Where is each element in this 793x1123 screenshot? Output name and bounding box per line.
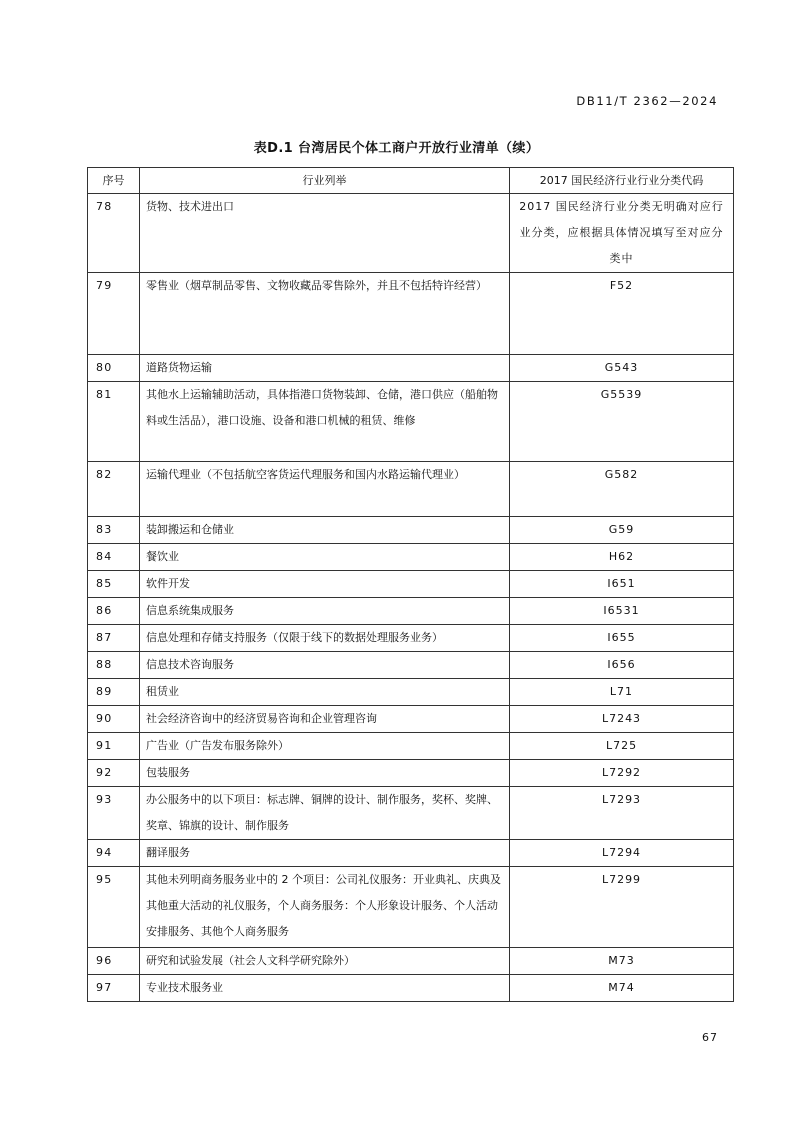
table-title: 表D.1 台湾居民个体工商户开放行业清单（续） bbox=[253, 141, 540, 156]
row-code: L71 bbox=[510, 679, 734, 706]
row-code: G543 bbox=[510, 355, 734, 382]
row-number: 83 bbox=[88, 517, 140, 544]
row-industry: 道路货物运输 bbox=[140, 355, 510, 382]
row-code: L725 bbox=[510, 733, 734, 760]
row-industry: 信息处理和存储支持服务（仅限于线下的数据处理服务业务） bbox=[140, 625, 510, 652]
column-header-code: 2017 国民经济行业行业分类代码 bbox=[510, 168, 734, 194]
row-code: G5539 bbox=[510, 382, 734, 462]
row-number: 92 bbox=[88, 760, 140, 787]
row-industry: 其他水上运输辅助活动，具体指港口货物装卸、仓储，港口供应（船舶物料或生活品），港口设施、设备和港口机械的租赁、维修 bbox=[140, 382, 510, 462]
row-number: 85 bbox=[88, 571, 140, 598]
table-row bbox=[88, 355, 734, 382]
row-industry: 软件开发 bbox=[140, 571, 510, 598]
row-code: I655 bbox=[510, 625, 734, 652]
row-industry: 研究和试验发展（社会人文科学研究除外） bbox=[140, 948, 510, 975]
table-row bbox=[88, 517, 734, 544]
table-row bbox=[88, 382, 734, 462]
row-number: 84 bbox=[88, 544, 140, 571]
row-number: 86 bbox=[88, 598, 140, 625]
row-industry: 包装服务 bbox=[140, 760, 510, 787]
table-row bbox=[88, 733, 734, 760]
row-code: F52 bbox=[510, 273, 734, 355]
row-code: L7243 bbox=[510, 706, 734, 733]
row-industry: 货物、技术进出口 bbox=[140, 194, 510, 273]
row-number: 89 bbox=[88, 679, 140, 706]
row-number: 97 bbox=[88, 975, 140, 1002]
row-code: L7293 bbox=[510, 787, 734, 840]
row-industry: 运输代理业（不包括航空客货运代理服务和国内水路运输代理业） bbox=[140, 462, 510, 517]
row-industry: 其他未列明商务服务业中的 2 个项目：公司礼仪服务：开业典礼、庆典及其他重大活动的礼仪服务，个人商务服务：个人形象设计服务、个人活动安排服务、其他个人商务服务 bbox=[140, 867, 510, 948]
row-number: 95 bbox=[88, 867, 140, 948]
row-number: 90 bbox=[88, 706, 140, 733]
row-number: 96 bbox=[88, 948, 140, 975]
row-industry: 零售业（烟草制品零售、文物收藏品零售除外，并且不包括特许经营） bbox=[140, 273, 510, 355]
row-code: I651 bbox=[510, 571, 734, 598]
row-code: L7294 bbox=[510, 840, 734, 867]
row-code: H62 bbox=[510, 544, 734, 571]
row-industry: 办公服务中的以下项目：标志牌、铜牌的设计、制作服务，奖杯、奖牌、奖章、锦旗的设计、制作服务 bbox=[140, 787, 510, 840]
row-code: L7292 bbox=[510, 760, 734, 787]
table-row bbox=[88, 462, 734, 517]
row-code: L7299 bbox=[510, 867, 734, 948]
table-row bbox=[88, 867, 734, 948]
row-industry: 租赁业 bbox=[140, 679, 510, 706]
table-row bbox=[88, 948, 734, 975]
table-row bbox=[88, 652, 734, 679]
table-row bbox=[88, 840, 734, 867]
table-row bbox=[88, 273, 734, 355]
row-industry: 信息技术咨询服务 bbox=[140, 652, 510, 679]
row-number: 94 bbox=[88, 840, 140, 867]
row-number: 78 bbox=[88, 194, 140, 273]
page-number: 67 bbox=[702, 1031, 718, 1044]
row-code: I6531 bbox=[510, 598, 734, 625]
table-row bbox=[88, 679, 734, 706]
row-number: 82 bbox=[88, 462, 140, 517]
row-number: 91 bbox=[88, 733, 140, 760]
industry-table bbox=[87, 167, 734, 1002]
row-number: 79 bbox=[88, 273, 140, 355]
row-code: I656 bbox=[510, 652, 734, 679]
table-row bbox=[88, 787, 734, 840]
row-industry: 专业技术服务业 bbox=[140, 975, 510, 1002]
row-industry: 信息系统集成服务 bbox=[140, 598, 510, 625]
table-row bbox=[88, 598, 734, 625]
row-number: 80 bbox=[88, 355, 140, 382]
row-code: G59 bbox=[510, 517, 734, 544]
row-code: M74 bbox=[510, 975, 734, 1002]
row-number: 88 bbox=[88, 652, 140, 679]
row-code: G582 bbox=[510, 462, 734, 517]
table-row bbox=[88, 194, 734, 273]
column-header-industry: 行业列举 bbox=[140, 168, 510, 194]
row-industry: 翻译服务 bbox=[140, 840, 510, 867]
document-number: DB11/T 2362—2024 bbox=[576, 94, 718, 108]
row-industry: 餐饮业 bbox=[140, 544, 510, 571]
table-row bbox=[88, 706, 734, 733]
table-row bbox=[88, 975, 734, 1002]
row-code: 2017 国民经济行业分类无明确对应行业分类，应根据具体情况填写至对应分类中 bbox=[510, 194, 734, 273]
row-number: 81 bbox=[88, 382, 140, 462]
table-row bbox=[88, 571, 734, 598]
column-header-number: 序号 bbox=[88, 168, 140, 194]
row-code: M73 bbox=[510, 948, 734, 975]
row-number: 93 bbox=[88, 787, 140, 840]
table-row bbox=[88, 760, 734, 787]
row-industry: 广告业（广告发布服务除外） bbox=[140, 733, 510, 760]
row-industry: 装卸搬运和仓储业 bbox=[140, 517, 510, 544]
table-header-row bbox=[88, 168, 734, 194]
table-row bbox=[88, 544, 734, 571]
table-row bbox=[88, 625, 734, 652]
row-number: 87 bbox=[88, 625, 140, 652]
row-industry: 社会经济咨询中的经济贸易咨询和企业管理咨询 bbox=[140, 706, 510, 733]
